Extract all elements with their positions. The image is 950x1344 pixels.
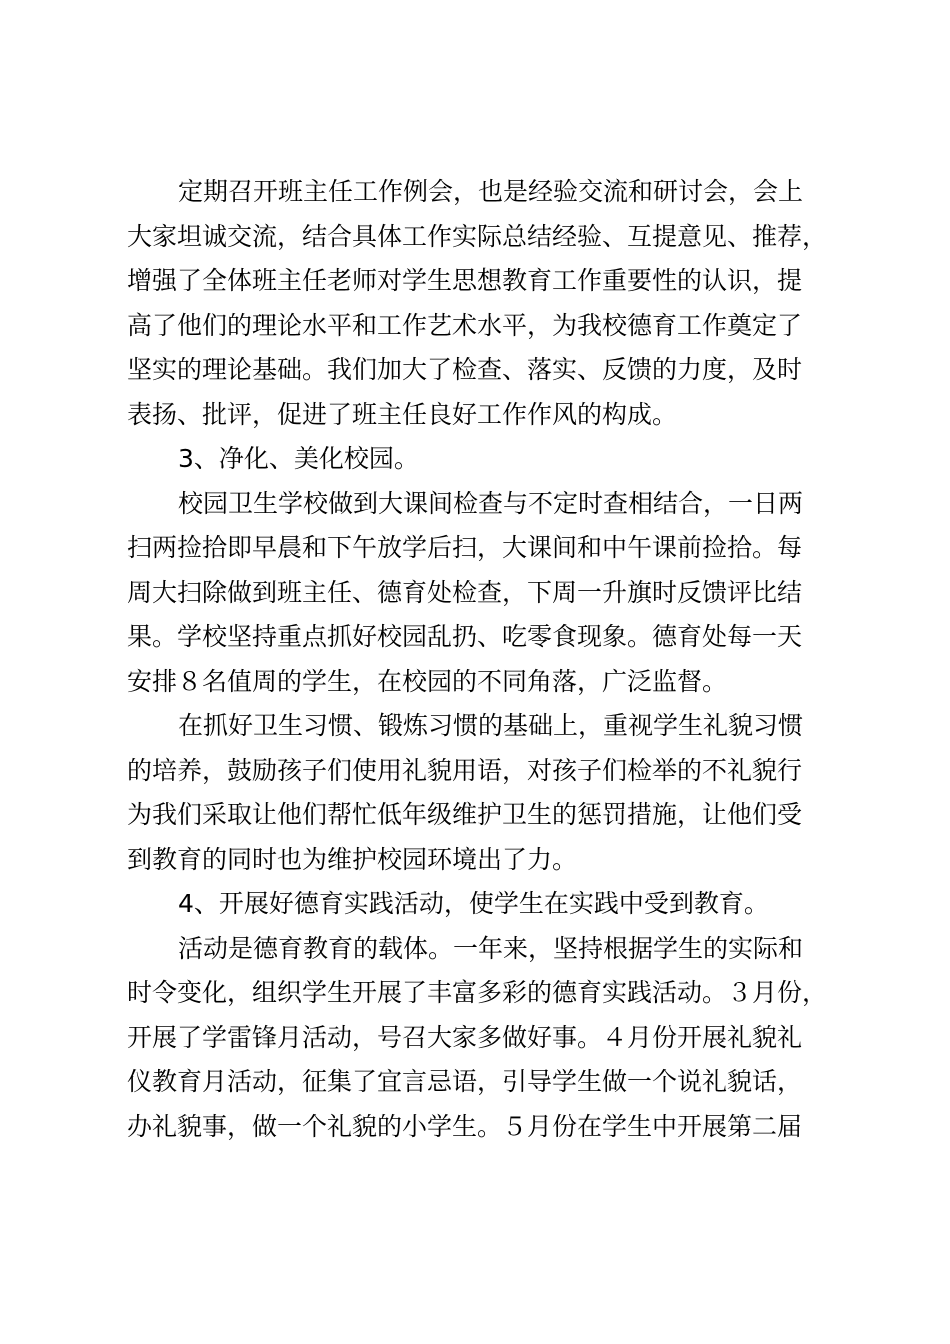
text-line: 时令变化，组织学生开展了丰富多彩的德育实践活动。３月份，	[127, 978, 828, 1007]
text-line: 在抓好卫生习惯、锻炼习惯的基础上，重视学生礼貌习惯	[178, 711, 804, 740]
section-heading: 4、开展好德育实践活动，使学生在实践中受到教育。	[178, 889, 769, 918]
text-line: 安排８名值周的学生，在校园的不同角落，广泛监督。	[127, 666, 728, 696]
text-line: 扫两捡拾即早晨和下午放学后扫，大课间和中午课前捡拾。每	[127, 533, 803, 562]
text-line: 周大扫除做到班主任、德育处检查，下周一升旗时反馈评比结	[127, 577, 803, 607]
text-line: 办礼貌事，做一个礼貌的小学生。５月份在学生中开展第二届	[127, 1111, 803, 1141]
text-line: 活动是德育教育的载体。一年来，坚持根据学生的实际和	[178, 933, 804, 963]
text-line: 表扬、批评，促进了班主任良好工作作风的构成。	[127, 399, 678, 429]
text-line: 增强了全体班主任老师对学生思想教育工作重要性的认识，提	[127, 266, 803, 295]
document-body	[127, 170, 833, 1149]
text-line: 高了他们的理论水平和工作艺术水平，为我校德育工作奠定了	[127, 310, 803, 340]
text-line: 大家坦诚交流，结合具体工作实际总结经验、互提意见、推荐，	[127, 221, 828, 251]
text-line: 到教育的同时也为维护校园环境出了力。	[127, 844, 578, 874]
text-line: 开展了学雷锋月活动，号召大家多做好事。４月份开展礼貌礼	[127, 1022, 803, 1052]
text-line: 的培养，鼓励孩子们使用礼貌用语，对孩子们检举的不礼貌行	[127, 755, 803, 785]
text-line: 坚实的理论基础。我们加大了检查、落实、反馈的力度，及时	[127, 355, 803, 384]
section-heading: 3、净化、美化校园。	[178, 444, 419, 473]
text-line: 仪教育月活动，征集了宜言忌语，引导学生做一个说礼貌话，	[127, 1067, 803, 1096]
text-line: 果。学校坚持重点抓好校园乱扔、吃零食现象。德育处每一天	[127, 622, 803, 651]
text-line: 定期召开班主任工作例会，也是经验交流和研讨会，会上	[178, 177, 804, 206]
text-line: 为我们采取让他们帮忙低年级维护卫生的惩罚措施，让他们受	[127, 800, 803, 829]
text-line: 校园卫生学校做到大课间检查与不定时查相结合，一日两	[178, 488, 804, 518]
